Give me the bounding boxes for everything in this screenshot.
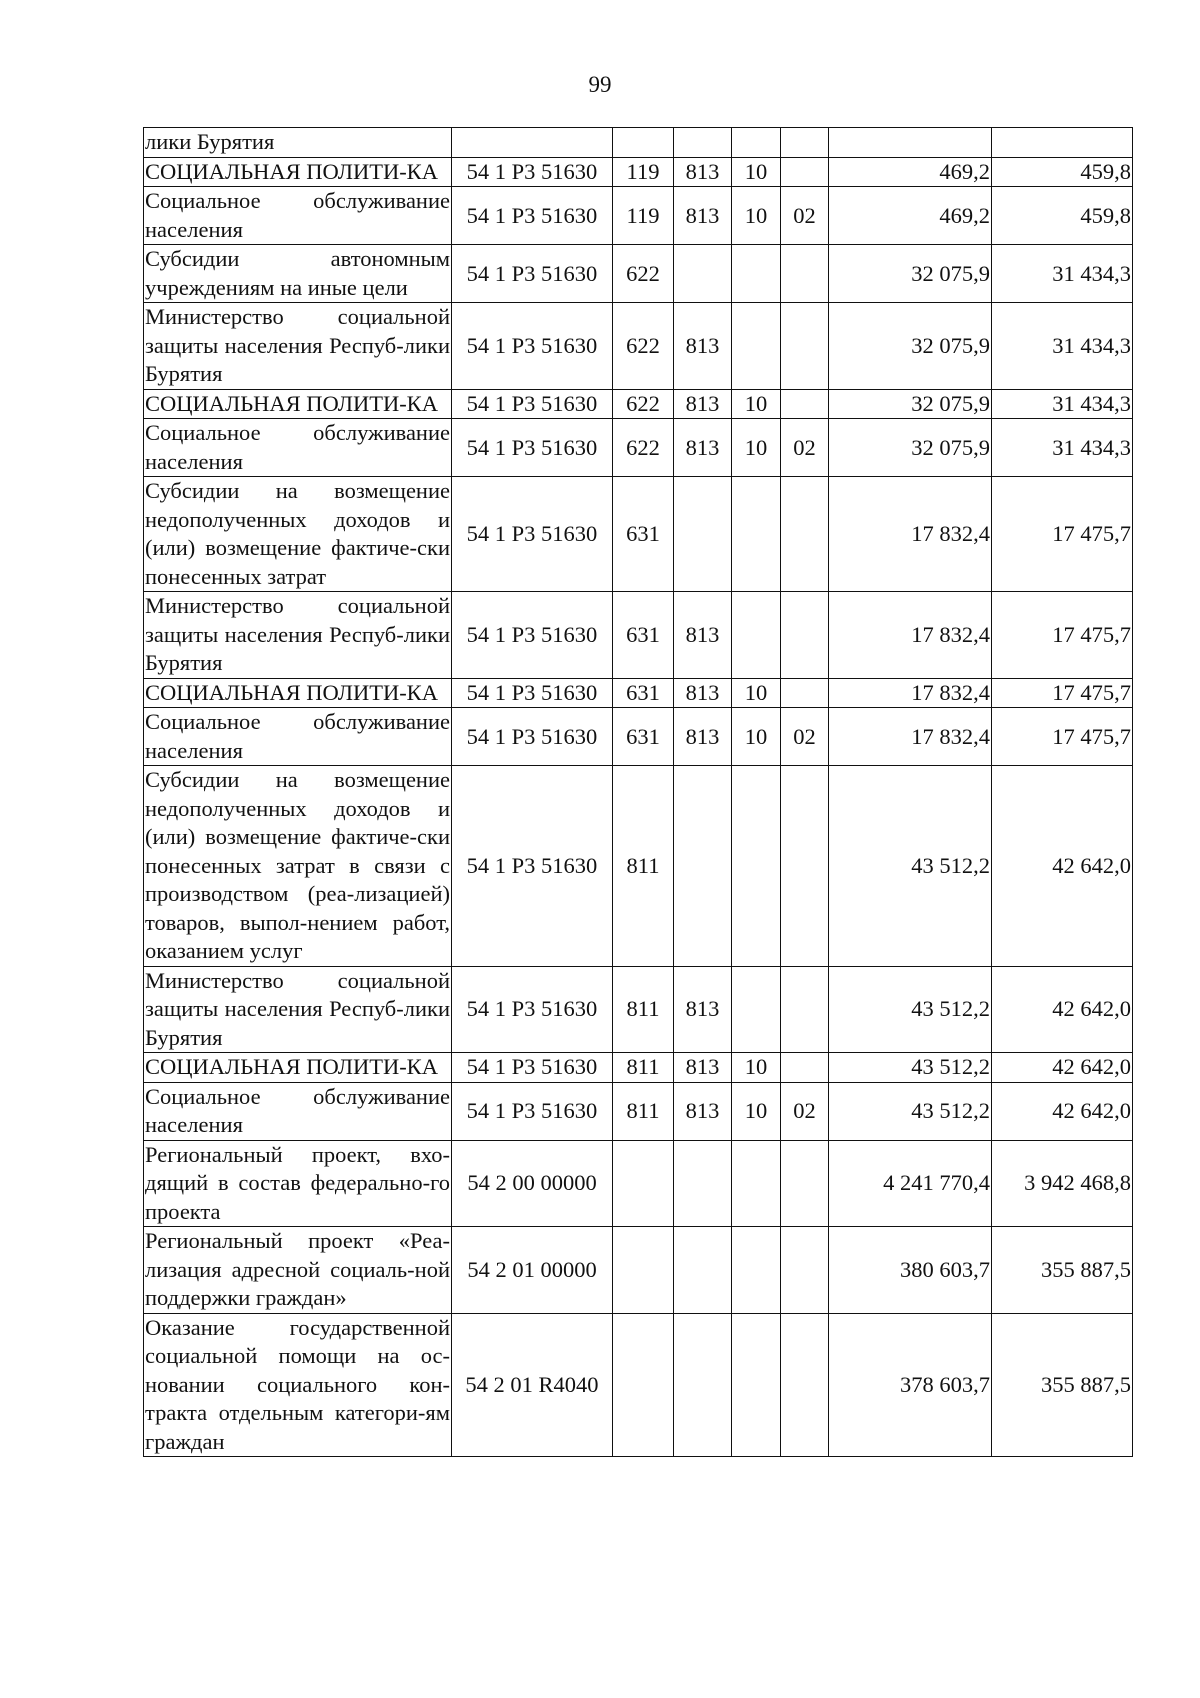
table-row xyxy=(144,1053,1133,1083)
table-row xyxy=(144,766,1133,967)
section-code-cell: 10 xyxy=(732,1053,781,1083)
amount-year1-cell: 43 512,2 xyxy=(829,966,992,1053)
amount-year1-cell: 17 832,4 xyxy=(829,592,992,679)
subsection-code-cell: 02 xyxy=(781,419,829,477)
amount-year2-cell: 3 942 468,8 xyxy=(992,1140,1133,1227)
row-name-cell: Региональный проект, вхо-дящий в состав федерально-го проекта xyxy=(144,1140,452,1227)
expense-type-cell: 622 xyxy=(613,389,674,419)
amount-year1-cell: 469,2 xyxy=(829,187,992,245)
administrator-code-cell xyxy=(674,766,732,967)
administrator-code-cell: 813 xyxy=(674,1082,732,1140)
subsection-code-cell: 02 xyxy=(781,708,829,766)
section-code-cell: 10 xyxy=(732,187,781,245)
expense-type-cell: 811 xyxy=(613,1082,674,1140)
amount-year1-cell: 43 512,2 xyxy=(829,1053,992,1083)
section-code-cell xyxy=(732,592,781,679)
amount-year1-cell: 380 603,7 xyxy=(829,1227,992,1314)
target-article-code-cell: 54 1 P3 51630 xyxy=(452,187,613,245)
subsection-code-cell xyxy=(781,477,829,592)
row-name-cell: Социальное обслуживание населения xyxy=(144,1082,452,1140)
subsection-code-cell: 02 xyxy=(781,1082,829,1140)
amount-year2-cell: 17 475,7 xyxy=(992,708,1133,766)
expense-type-cell: 631 xyxy=(613,592,674,679)
administrator-code-cell: 813 xyxy=(674,708,732,766)
section-code-cell xyxy=(732,1313,781,1457)
table-row xyxy=(144,477,1133,592)
target-article-code-cell: 54 2 01 R4040 xyxy=(452,1313,613,1457)
subsection-code-cell xyxy=(781,1227,829,1314)
administrator-code-cell: 813 xyxy=(674,678,732,708)
table-row xyxy=(144,128,1133,158)
subsection-code-cell xyxy=(781,678,829,708)
row-name-cell: лики Бурятия xyxy=(144,128,452,158)
amount-year1-cell: 43 512,2 xyxy=(829,766,992,967)
expense-type-cell: 119 xyxy=(613,157,674,187)
target-article-code-cell: 54 1 P3 51630 xyxy=(452,708,613,766)
section-code-cell xyxy=(732,303,781,390)
target-article-code-cell: 54 1 P3 51630 xyxy=(452,157,613,187)
expense-type-cell: 622 xyxy=(613,245,674,303)
amount-year2-cell: 17 475,7 xyxy=(992,678,1133,708)
row-name-cell: СОЦИАЛЬНАЯ ПОЛИТИ-КА xyxy=(144,389,452,419)
target-article-code-cell: 54 1 P3 51630 xyxy=(452,678,613,708)
amount-year1-cell: 469,2 xyxy=(829,157,992,187)
table-row xyxy=(144,592,1133,679)
row-name-cell: Социальное обслуживание населения xyxy=(144,419,452,477)
page-number: 99 xyxy=(588,72,612,97)
section-code-cell xyxy=(732,1227,781,1314)
expense-type-cell xyxy=(613,1313,674,1457)
row-name-cell: СОЦИАЛЬНАЯ ПОЛИТИ-КА xyxy=(144,1053,452,1083)
amount-year1-cell: 17 832,4 xyxy=(829,678,992,708)
expense-type-cell: 811 xyxy=(613,966,674,1053)
row-name-cell: Министерство социальной защиты населения Респуб-лики Бурятия xyxy=(144,592,452,679)
amount-year1-cell: 378 603,7 xyxy=(829,1313,992,1457)
table-row xyxy=(144,187,1133,245)
amount-year1-cell: 17 832,4 xyxy=(829,477,992,592)
subsection-code-cell xyxy=(781,389,829,419)
target-article-code-cell: 54 1 P3 51630 xyxy=(452,419,613,477)
target-article-code-cell: 54 2 01 00000 xyxy=(452,1227,613,1314)
row-name-cell: СОЦИАЛЬНАЯ ПОЛИТИ-КА xyxy=(144,678,452,708)
amount-year1-cell: 32 075,9 xyxy=(829,303,992,390)
amount-year2-cell xyxy=(992,128,1133,158)
subsection-code-cell xyxy=(781,1313,829,1457)
amount-year1-cell: 43 512,2 xyxy=(829,1082,992,1140)
section-code-cell: 10 xyxy=(732,708,781,766)
target-article-code-cell: 54 1 P3 51630 xyxy=(452,766,613,967)
table-row xyxy=(144,157,1133,187)
row-name-cell: Субсидии на возмещение недополученных доходов и (или) возмещение фактиче-ски понесенных затрат xyxy=(144,477,452,592)
subsection-code-cell xyxy=(781,157,829,187)
administrator-code-cell: 813 xyxy=(674,419,732,477)
administrator-code-cell: 813 xyxy=(674,592,732,679)
amount-year1-cell: 32 075,9 xyxy=(829,389,992,419)
expense-type-cell: 622 xyxy=(613,303,674,390)
budget-table xyxy=(143,127,1133,1457)
amount-year2-cell: 355 887,5 xyxy=(992,1313,1133,1457)
section-code-cell: 10 xyxy=(732,678,781,708)
amount-year2-cell: 42 642,0 xyxy=(992,1053,1133,1083)
amount-year2-cell: 459,8 xyxy=(992,187,1133,245)
subsection-code-cell xyxy=(781,766,829,967)
row-name-cell: Министерство социальной защиты населения Респуб-лики Бурятия xyxy=(144,303,452,390)
subsection-code-cell xyxy=(781,1140,829,1227)
expense-type-cell: 811 xyxy=(613,1053,674,1083)
table-row xyxy=(144,389,1133,419)
expense-type-cell: 622 xyxy=(613,419,674,477)
administrator-code-cell xyxy=(674,245,732,303)
subsection-code-cell xyxy=(781,128,829,158)
section-code-cell xyxy=(732,477,781,592)
table-row xyxy=(144,966,1133,1053)
table-row xyxy=(144,1227,1133,1314)
expense-type-cell: 119 xyxy=(613,187,674,245)
table-row xyxy=(144,1082,1133,1140)
section-code-cell: 10 xyxy=(732,389,781,419)
administrator-code-cell: 813 xyxy=(674,187,732,245)
section-code-cell xyxy=(732,245,781,303)
table-row xyxy=(144,1313,1133,1457)
amount-year2-cell: 31 434,3 xyxy=(992,245,1133,303)
administrator-code-cell xyxy=(674,1140,732,1227)
administrator-code-cell: 813 xyxy=(674,157,732,187)
section-code-cell: 10 xyxy=(732,419,781,477)
amount-year2-cell: 17 475,7 xyxy=(992,592,1133,679)
amount-year2-cell: 355 887,5 xyxy=(992,1227,1133,1314)
expense-type-cell xyxy=(613,1140,674,1227)
subsection-code-cell xyxy=(781,1053,829,1083)
target-article-code-cell: 54 1 P3 51630 xyxy=(452,592,613,679)
administrator-code-cell xyxy=(674,1313,732,1457)
section-code-cell xyxy=(732,128,781,158)
amount-year1-cell: 17 832,4 xyxy=(829,708,992,766)
table-row xyxy=(144,419,1133,477)
expense-type-cell: 631 xyxy=(613,678,674,708)
table-row xyxy=(144,245,1133,303)
section-code-cell xyxy=(732,966,781,1053)
amount-year1-cell: 32 075,9 xyxy=(829,245,992,303)
subsection-code-cell: 02 xyxy=(781,187,829,245)
administrator-code-cell: 813 xyxy=(674,1053,732,1083)
expense-type-cell xyxy=(613,1227,674,1314)
expense-type-cell: 811 xyxy=(613,766,674,967)
administrator-code-cell xyxy=(674,477,732,592)
target-article-code-cell: 54 1 P3 51630 xyxy=(452,1053,613,1083)
expense-type-cell: 631 xyxy=(613,708,674,766)
table-row xyxy=(144,678,1133,708)
row-name-cell: Субсидии на возмещение недополученных доходов и (или) возмещение фактиче-ски понесенных затрат в связи с производством (реа-лизацией) товаров, выпол-нением работ, оказанием услуг xyxy=(144,766,452,967)
amount-year1-cell xyxy=(829,128,992,158)
administrator-code-cell xyxy=(674,1227,732,1314)
section-code-cell: 10 xyxy=(732,157,781,187)
section-code-cell xyxy=(732,1140,781,1227)
target-article-code-cell: 54 2 00 00000 xyxy=(452,1140,613,1227)
expense-type-cell xyxy=(613,128,674,158)
section-code-cell: 10 xyxy=(732,1082,781,1140)
table-row xyxy=(144,1140,1133,1227)
row-name-cell: СОЦИАЛЬНАЯ ПОЛИТИ-КА xyxy=(144,157,452,187)
table-row xyxy=(144,303,1133,390)
amount-year2-cell: 459,8 xyxy=(992,157,1133,187)
amount-year2-cell: 17 475,7 xyxy=(992,477,1133,592)
row-name-cell: Субсидии автономным учреждениям на иные цели xyxy=(144,245,452,303)
row-name-cell: Министерство социальной защиты населения Респуб-лики Бурятия xyxy=(144,966,452,1053)
section-code-cell xyxy=(732,766,781,967)
target-article-code-cell: 54 1 P3 51630 xyxy=(452,966,613,1053)
target-article-code-cell: 54 1 P3 51630 xyxy=(452,1082,613,1140)
amount-year2-cell: 31 434,3 xyxy=(992,303,1133,390)
administrator-code-cell: 813 xyxy=(674,389,732,419)
amount-year2-cell: 42 642,0 xyxy=(992,1082,1133,1140)
subsection-code-cell xyxy=(781,966,829,1053)
row-name-cell: Региональный проект «Реа-лизация адресной социаль-ной поддержки граждан» xyxy=(144,1227,452,1314)
expense-type-cell: 631 xyxy=(613,477,674,592)
subsection-code-cell xyxy=(781,592,829,679)
administrator-code-cell: 813 xyxy=(674,303,732,390)
administrator-code-cell: 813 xyxy=(674,966,732,1053)
target-article-code-cell: 54 1 P3 51630 xyxy=(452,245,613,303)
row-name-cell: Социальное обслуживание населения xyxy=(144,708,452,766)
target-article-code-cell: 54 1 P3 51630 xyxy=(452,477,613,592)
table-body xyxy=(144,128,1133,1457)
amount-year2-cell: 42 642,0 xyxy=(992,966,1133,1053)
amount-year1-cell: 32 075,9 xyxy=(829,419,992,477)
subsection-code-cell xyxy=(781,245,829,303)
row-name-cell: Оказание государственной социальной помощи на ос-новании социального кон-тракта отдельным категори-ям граждан xyxy=(144,1313,452,1457)
amount-year2-cell: 31 434,3 xyxy=(992,419,1133,477)
amount-year1-cell: 4 241 770,4 xyxy=(829,1140,992,1227)
amount-year2-cell: 42 642,0 xyxy=(992,766,1133,967)
target-article-code-cell: 54 1 P3 51630 xyxy=(452,389,613,419)
amount-year2-cell: 31 434,3 xyxy=(992,389,1133,419)
administrator-code-cell xyxy=(674,128,732,158)
target-article-code-cell: 54 1 P3 51630 xyxy=(452,303,613,390)
row-name-cell: Социальное обслуживание населения xyxy=(144,187,452,245)
subsection-code-cell xyxy=(781,303,829,390)
target-article-code-cell xyxy=(452,128,613,158)
table-row xyxy=(144,708,1133,766)
